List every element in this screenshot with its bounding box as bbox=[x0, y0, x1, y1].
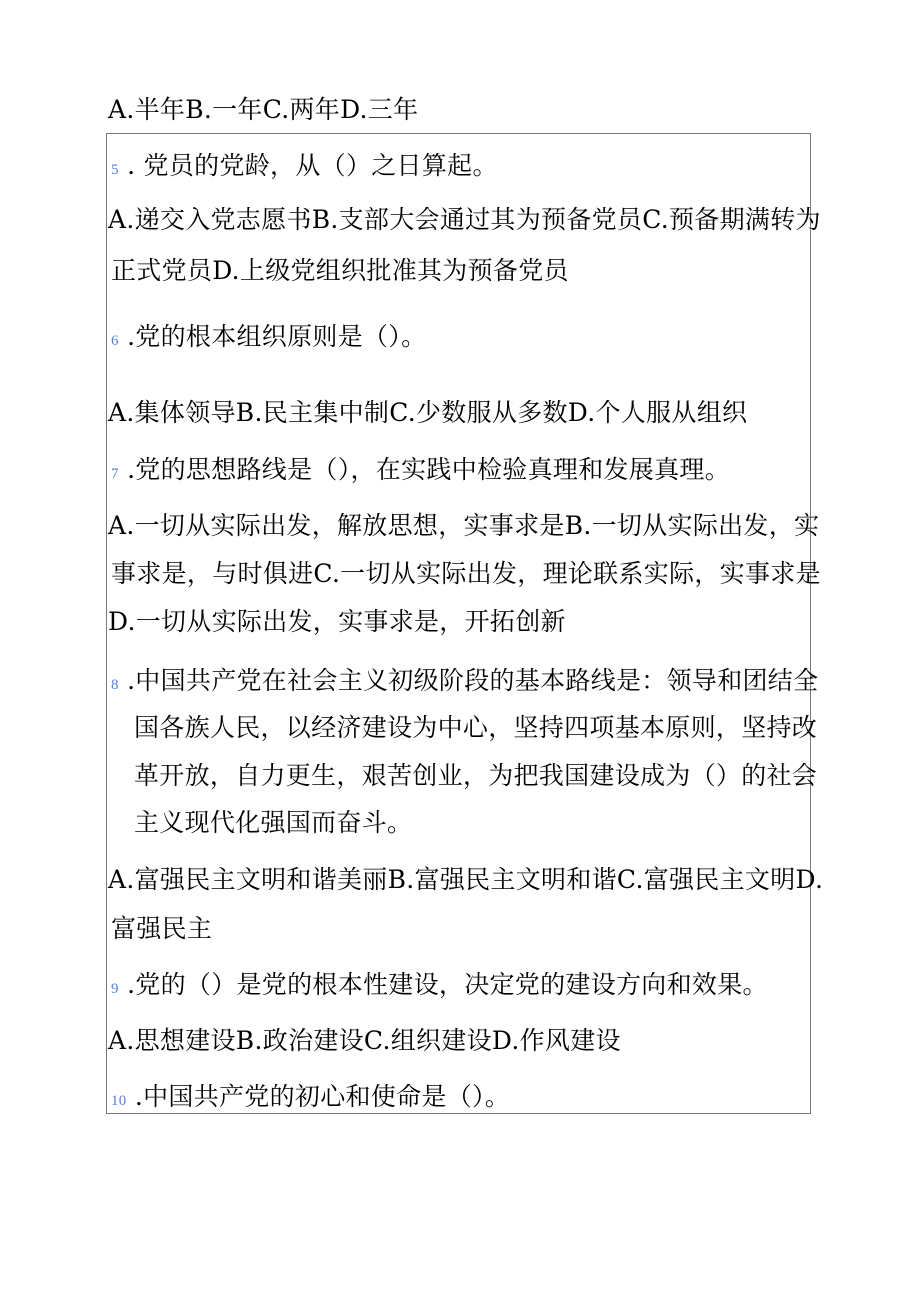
question-number: 9 bbox=[111, 981, 119, 997]
top-options-line: A.半年B.一年C.两年D.三年 bbox=[108, 95, 419, 124]
question-5 bbox=[111, 151, 498, 185]
question-number: 5 bbox=[111, 162, 119, 178]
question-7-options-line-3: D.一切从实际出发，实事求是，开拓创新 bbox=[108, 607, 566, 636]
question-text: .中国共产党的初心和使命是（）。 bbox=[134, 1082, 511, 1111]
question-6 bbox=[111, 322, 426, 356]
question-5-options-line-2: 正式党员D.上级党组织批准其为预备党员 bbox=[111, 256, 569, 285]
question-9 bbox=[111, 970, 768, 1004]
question-9-options: A.思想建设B.政治建设C.组织建设D.作风建设 bbox=[108, 1026, 621, 1055]
question-text: .党的根本组织原则是（）。 bbox=[127, 322, 427, 351]
question-7-options-line-1: A.一切从实际出发，解放思想，实事求是B.一切从实际出发，实 bbox=[108, 511, 820, 540]
question-text: .党的思想路线是（），在实践中检验真理和发展真理。 bbox=[127, 455, 731, 484]
question-10 bbox=[111, 1082, 510, 1116]
question-8-line-2: 国各族人民，以经济建设为中心，坚持四项基本原则，坚持改 bbox=[134, 713, 818, 742]
question-8-line-3: 革开放，自力更生，艰苦创业，为把我国建设成为（）的社会 bbox=[134, 761, 818, 790]
question-number: 8 bbox=[111, 677, 119, 693]
question-number: 6 bbox=[111, 333, 119, 349]
question-8-line-4: 主义现代化强国而奋斗。 bbox=[134, 808, 413, 837]
question-6-options: A.集体领导B.民主集中制C.少数服从多数D.个人服从组织 bbox=[108, 398, 748, 427]
question-text: . 党员的党龄，从（）之日算起。 bbox=[127, 151, 498, 180]
question-number: 10 bbox=[111, 1093, 127, 1109]
question-8-options-line-1: A.富强民主文明和谐美丽B.富强民主文明和谐C.富强民主文明D. bbox=[108, 865, 824, 894]
question-text: .中国共产党在社会主义初级阶段的基本路线是：领导和团结全 bbox=[127, 666, 819, 695]
question-8-line-1 bbox=[111, 666, 818, 700]
question-7-options-line-2: 事求是，与时俱进C.一切从实际出发，理论联系实际，实事求是 bbox=[111, 559, 821, 588]
question-number: 7 bbox=[111, 466, 119, 482]
question-5-options-line-1: A.递交入党志愿书B.支部大会通过其为预备党员C.预备期满转为 bbox=[108, 205, 821, 234]
question-text: .党的（）是党的根本性建设，决定党的建设方向和效果。 bbox=[127, 970, 768, 999]
question-7 bbox=[111, 455, 730, 489]
question-8-options-line-2: 富强民主 bbox=[111, 914, 213, 943]
